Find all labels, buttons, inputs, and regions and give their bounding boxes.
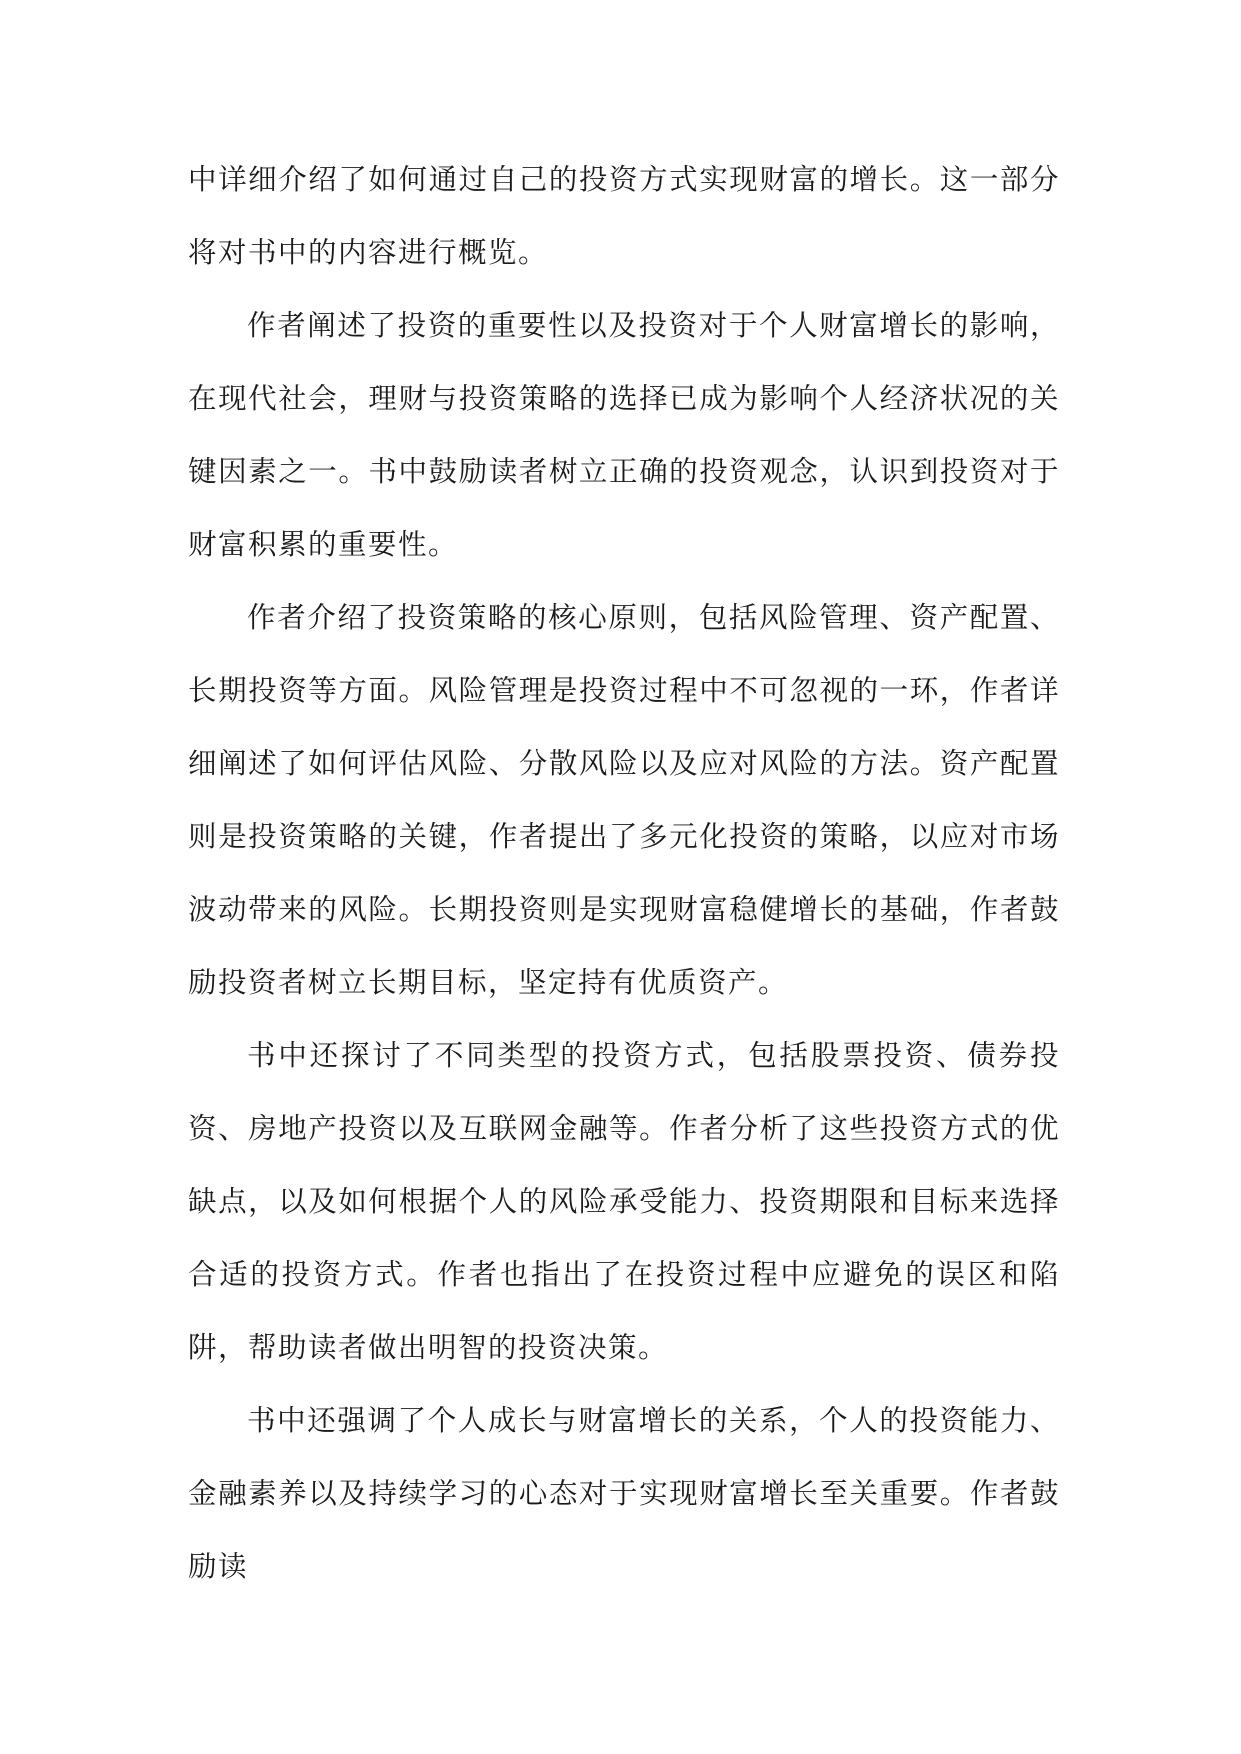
paragraph-4: 书中还探讨了不同类型的投资方式，包括股票投资、债券投资、房地产投资以及互联网金融等。作者分析了这些投资方式的优缺点，以及如何根据个人的风险承受能力、投资期限和目标来选择合适的投资方式。作者也指出了在投资过程中应避免的误区和陷阱，帮助读者做出明智的投资决策。 [188,1039,1060,1364]
body-text [188,143,1060,1603]
paragraph-2: 作者阐述了投资的重要性以及投资对于个人财富增长的影响，在现代社会，理财与投资策略的选择已成为影响个人经济状况的关键因素之一。书中鼓励读者树立正确的投资观念，认识到投资对于财富积累的重要性。 [188,309,1060,561]
paragraph-5: 书中还强调了个人成长与财富增长的关系，个人的投资能力、金融素养以及持续学习的心态对于实现财富增长至关重要。作者鼓励读 [188,1404,1060,1583]
paragraph-3: 作者介绍了投资策略的核心原则，包括风险管理、资产配置、长期投资等方面。风险管理是投资过程中不可忽视的一环，作者详细阐述了如何评估风险、分散风险以及应对风险的方法。资产配置则是投资策略的关键，作者提出了多元化投资的策略，以应对市场波动带来的风险。长期投资则是实现财富稳健增长的基础，作者鼓励投资者树立长期目标，坚定持有优质资产。 [188,601,1060,999]
paragraph-1: 中详细介绍了如何通过自己的投资方式实现财富的增长。这一部分将对书中的内容进行概览。 [188,163,1060,269]
